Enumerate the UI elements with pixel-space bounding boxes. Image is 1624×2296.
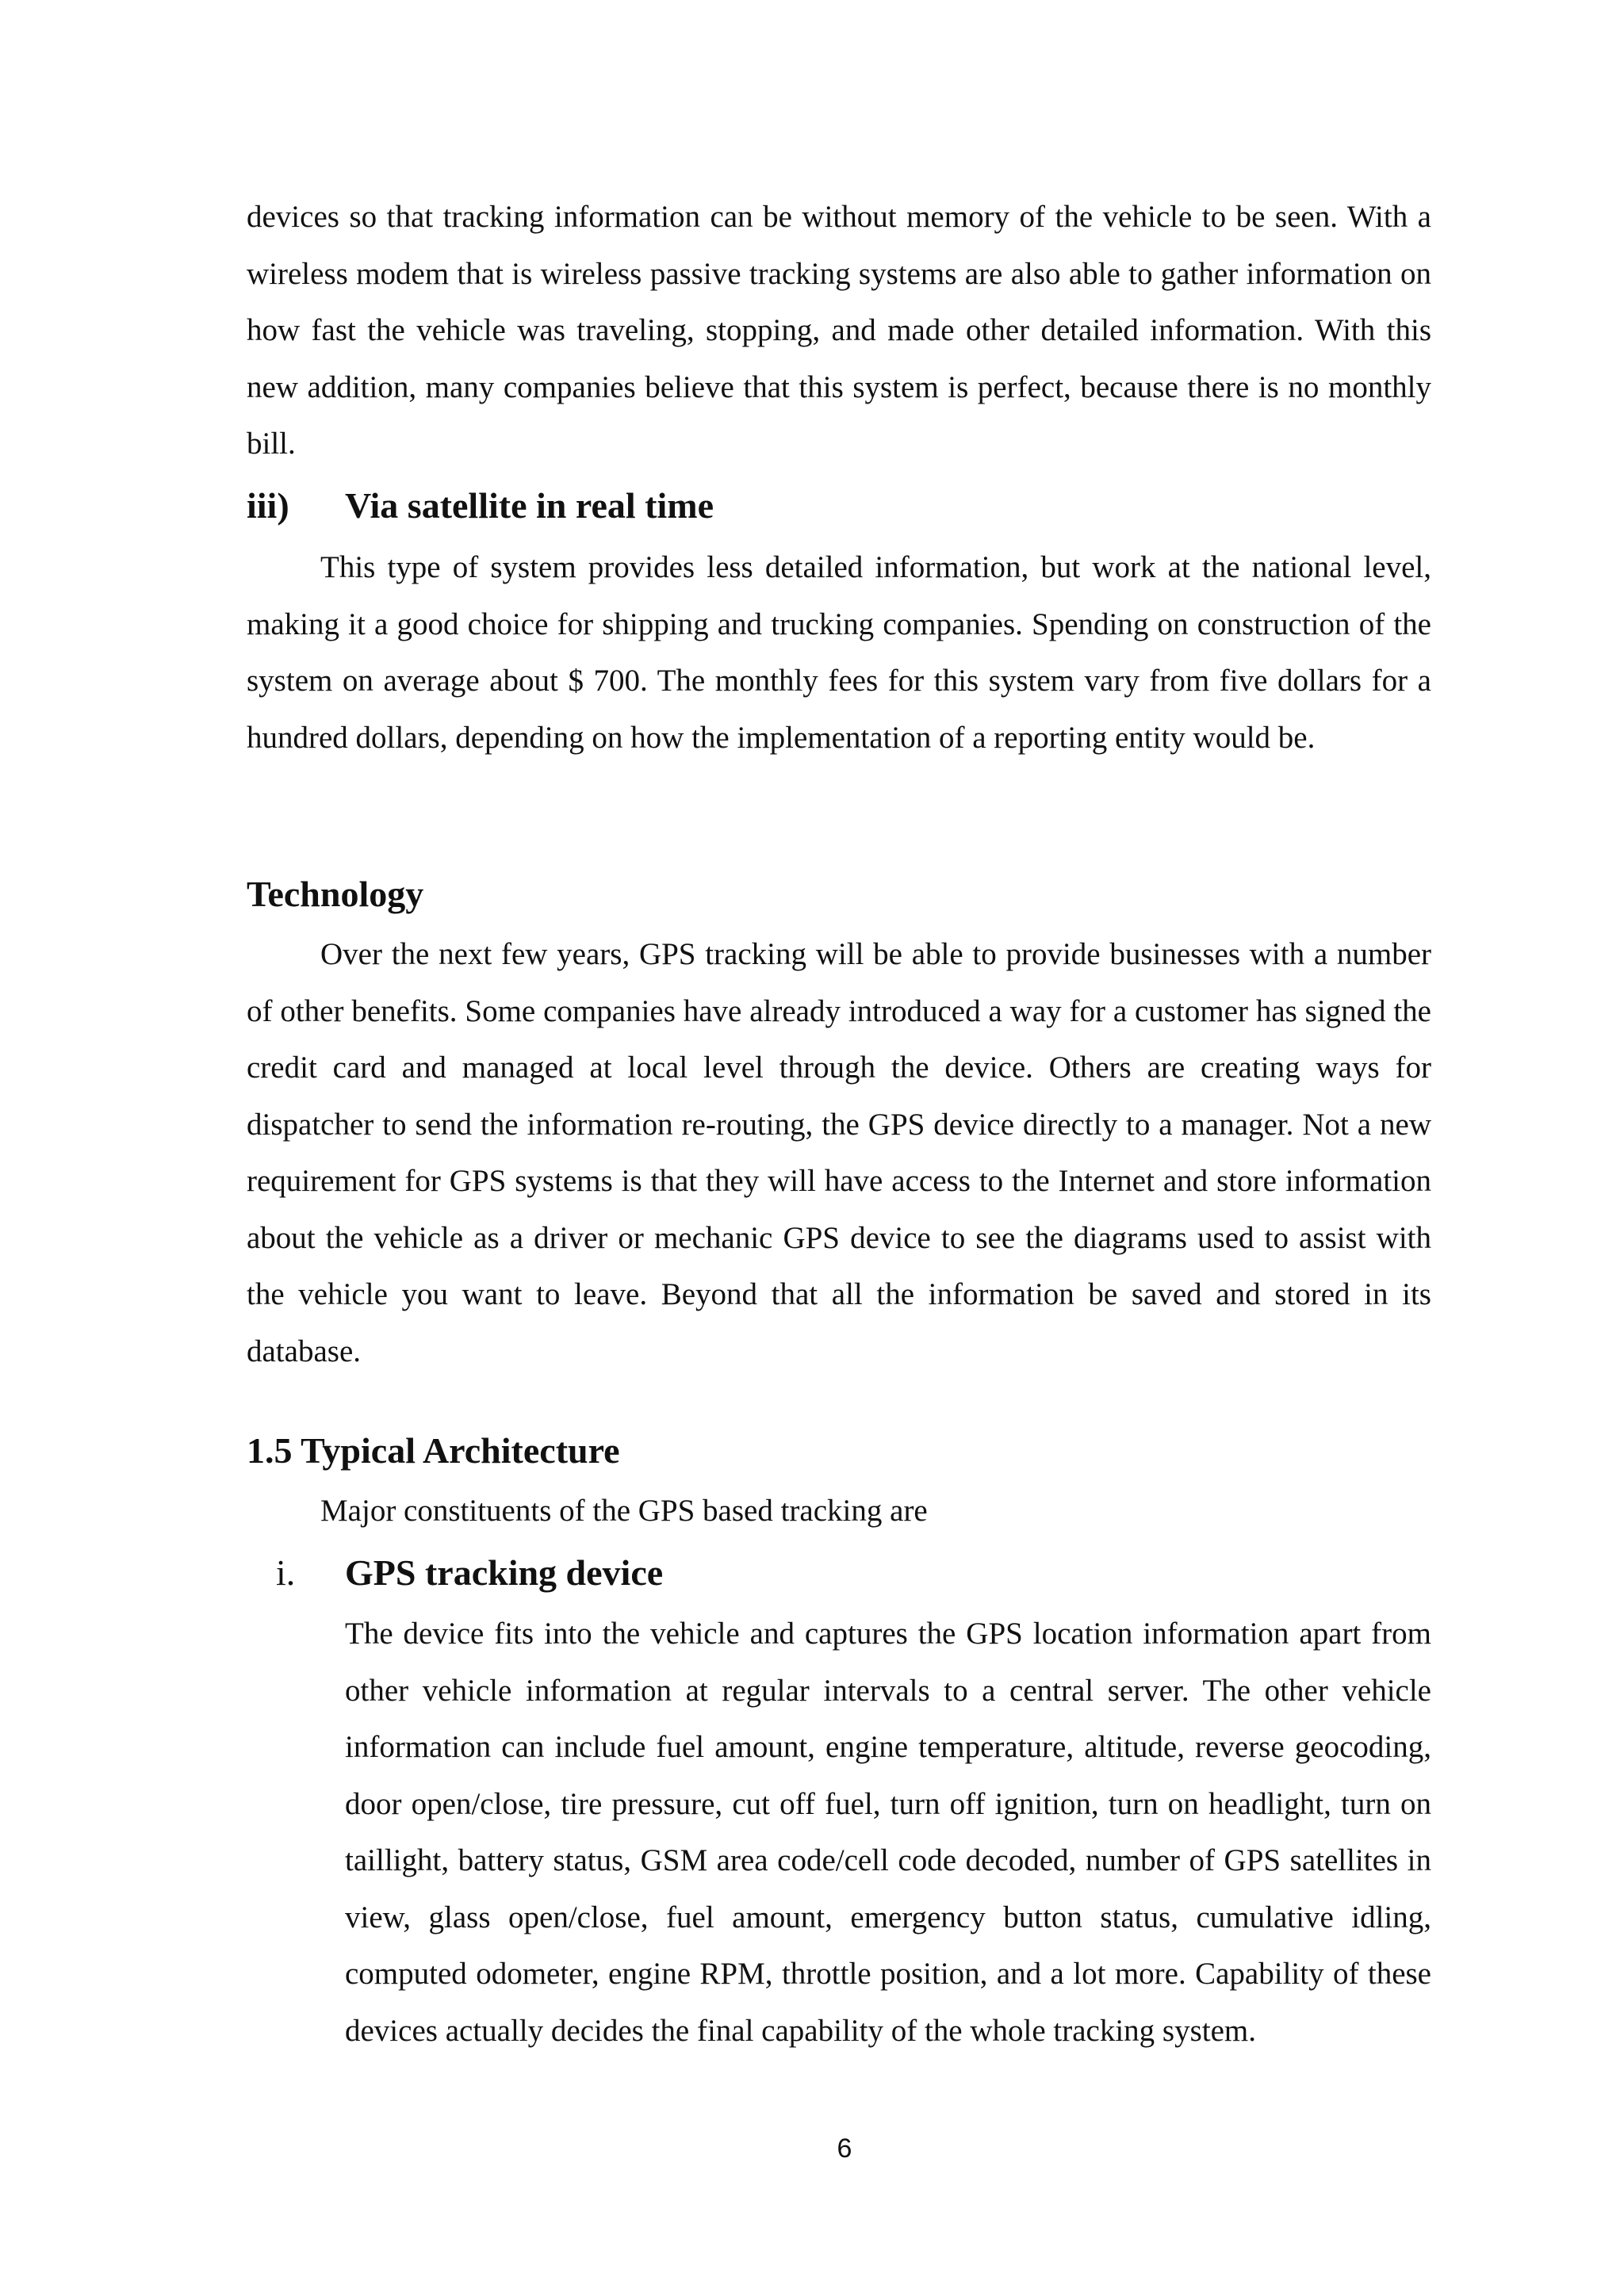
list-marker-i: i. xyxy=(276,1552,296,1593)
heading-typical-architecture: 1.5 Typical Architecture xyxy=(247,1430,620,1471)
paragraph-technology: Over the next few years, GPS tracking will be able to provide businesses with a number of other benefits. Some companies have already introduced a way for a customer has signed the credit card and managed at local level through the device. Others are creating ways for dispatcher to send the information re-routing, the GPS device directly to a manager. Not a new requirement for GPS systems is that they will have access to the Internet and store information about the vehicle as a driver or mechanic GPS device to see the diagrams used to assist with the vehicle you want to leave. Beyond that all the information be saved and stored in its database. xyxy=(247,937,1431,1368)
list-marker-iii: iii) xyxy=(247,485,289,526)
heading-via-satellite: Via satellite in real time xyxy=(345,485,714,526)
heading-technology: Technology xyxy=(247,874,424,914)
page-number: 6 xyxy=(837,2133,852,2164)
architecture-intro: Major constituents of the GPS based tracking are xyxy=(320,1494,928,1528)
paragraph-via-satellite: This type of system provides less detailed information, but work at the national level, making it a good choice for shipping and trucking companies. Spending on construction of the system on average about $ 700. The monthly fees for this system vary from five dollars for a hundred dollars, depending on how the implementation of a reporting entity would be. xyxy=(247,550,1431,755)
paragraph-passive-tracking: devices so that tracking information can be without memory of the vehicle to be seen. With a wireless modem that is wireless passive tracking systems are also able to gather information on how fast the vehicle was traveling, stopping, and made other detailed information. With this new addition, many companies believe that this system is perfect, because there is no monthly bill. xyxy=(247,200,1431,461)
heading-gps-tracking-device: GPS tracking device xyxy=(345,1552,664,1593)
paragraph-gps-tracking-device: The device fits into the vehicle and captures the GPS location information apart from other vehicle information at regular intervals to a central server. The other vehicle information can include fuel amount, engine temperature, altitude, reverse geocoding, door open/close, tire pressure, cut off fuel, turn off ignition, turn on headlight, turn on taillight, battery status, GSM area code/cell code decoded, number of GPS satellites in view, glass open/close, fuel amount, emergency button status, cumulative idling, computed odometer, engine RPM, throttle position, and a lot more. Capability of these devices actually decides the final capability of the whole tracking system. xyxy=(345,1617,1431,2048)
